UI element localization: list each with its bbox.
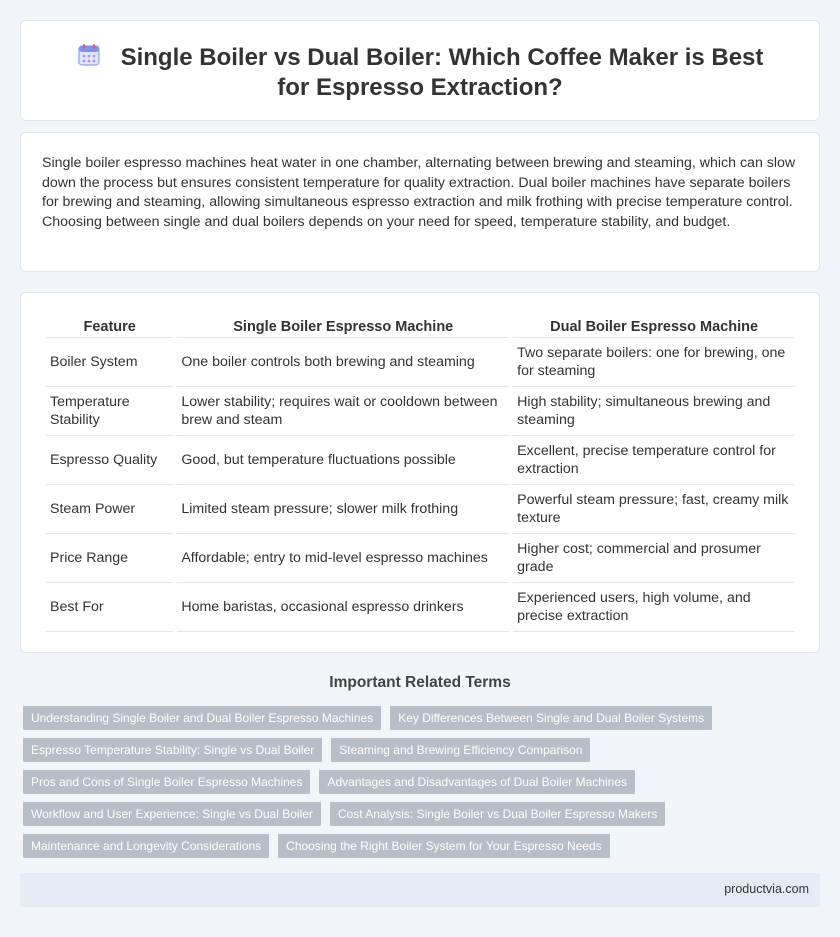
- column-header: Single Boiler Espresso Machine: [177, 317, 509, 338]
- table-row: [46, 387, 795, 436]
- single-boiler-cell: Affordable; entry to mid-level espresso machines: [177, 534, 509, 583]
- intro-paragraph: Single boiler espresso machines heat water in one chamber, alternating between brewing and steaming, which can slow down the process but ensures consistent temperature for quality extraction. Dual boiler machines have separate boilers for brewing and steaming, allowing simultaneous espresso extraction and milk frothing with precise temperature control. Choosing between single and dual boilers depends on your need for speed, temperature stability, and budget.: [42, 155, 796, 230]
- page-title-text: Single Boiler vs Dual Boiler: Which Coffee Maker is Best for Espresso Extraction?: [120, 44, 764, 101]
- dual-boiler-cell: Powerful steam pressure; fast, creamy milk texture: [513, 485, 795, 534]
- column-header: Dual Boiler Espresso Machine: [513, 317, 795, 338]
- related-term-tag[interactable]: Workflow and User Experience: Single vs Dual Boiler: [23, 802, 321, 826]
- tag-row: [23, 706, 813, 730]
- single-boiler-cell: Home baristas, occasional espresso drinkers: [177, 583, 509, 632]
- table-header-row: [46, 317, 795, 338]
- dual-boiler-cell: Experienced users, high volume, and precise extraction: [513, 583, 795, 632]
- single-boiler-cell: Limited steam pressure; slower milk frothing: [177, 485, 509, 534]
- single-boiler-cell: Lower stability; requires wait or cooldown between brew and steam: [177, 387, 509, 436]
- feature-cell: Espresso Quality: [46, 436, 173, 485]
- feature-cell: Best For: [46, 583, 173, 632]
- related-term-tag[interactable]: Espresso Temperature Stability: Single vs Dual Boiler: [23, 738, 322, 762]
- footer: [20, 873, 820, 907]
- related-term-tag[interactable]: Pros and Cons of Single Boiler Espresso Machines: [23, 770, 310, 794]
- related-term-tag[interactable]: Advantages and Disadvantages of Dual Boiler Machines: [319, 770, 635, 794]
- table-row: [46, 583, 795, 632]
- tag-row: [23, 802, 813, 826]
- table-row: [46, 436, 795, 485]
- single-boiler-cell: One boiler controls both brewing and steaming: [177, 338, 509, 387]
- header-card: [20, 20, 820, 121]
- comparison-table-card: [20, 292, 820, 653]
- table-row: [46, 338, 795, 387]
- related-terms-list: [23, 706, 813, 866]
- tag-row: [23, 770, 813, 794]
- dual-boiler-cell: Higher cost; commercial and prosumer grade: [513, 534, 795, 583]
- dual-boiler-cell: High stability; simultaneous brewing and steaming: [513, 387, 795, 436]
- related-terms-heading: Important Related Terms: [329, 674, 511, 691]
- dual-boiler-cell: Excellent, precise temperature control for extraction: [513, 436, 795, 485]
- tag-row: [23, 738, 813, 762]
- related-term-tag[interactable]: Understanding Single Boiler and Dual Boiler Espresso Machines: [23, 706, 381, 730]
- page-title: [61, 43, 779, 103]
- table-row: [46, 485, 795, 534]
- feature-cell: Boiler System: [46, 338, 173, 387]
- feature-cell: Price Range: [46, 534, 173, 583]
- single-boiler-cell: Good, but temperature fluctuations possible: [177, 436, 509, 485]
- footer-site-name[interactable]: productvia.com: [724, 882, 809, 896]
- related-term-tag[interactable]: Maintenance and Longevity Considerations: [23, 834, 269, 858]
- column-header: Feature: [46, 317, 173, 338]
- table-row: [46, 534, 795, 583]
- feature-cell: Temperature Stability: [46, 387, 173, 436]
- related-term-tag[interactable]: Steaming and Brewing Efficiency Comparison: [331, 738, 590, 762]
- calendar-icon: [77, 43, 101, 67]
- comparison-table: [42, 317, 799, 632]
- related-term-tag[interactable]: Choosing the Right Boiler System for Your Espresso Needs: [278, 834, 610, 858]
- feature-cell: Steam Power: [46, 485, 173, 534]
- related-term-tag[interactable]: Cost Analysis: Single Boiler vs Dual Boiler Espresso Makers: [330, 802, 665, 826]
- tag-row: [23, 834, 813, 858]
- dual-boiler-cell: Two separate boilers: one for brewing, one for steaming: [513, 338, 795, 387]
- intro-card: [20, 132, 820, 272]
- related-term-tag[interactable]: Key Differences Between Single and Dual Boiler Systems: [390, 706, 712, 730]
